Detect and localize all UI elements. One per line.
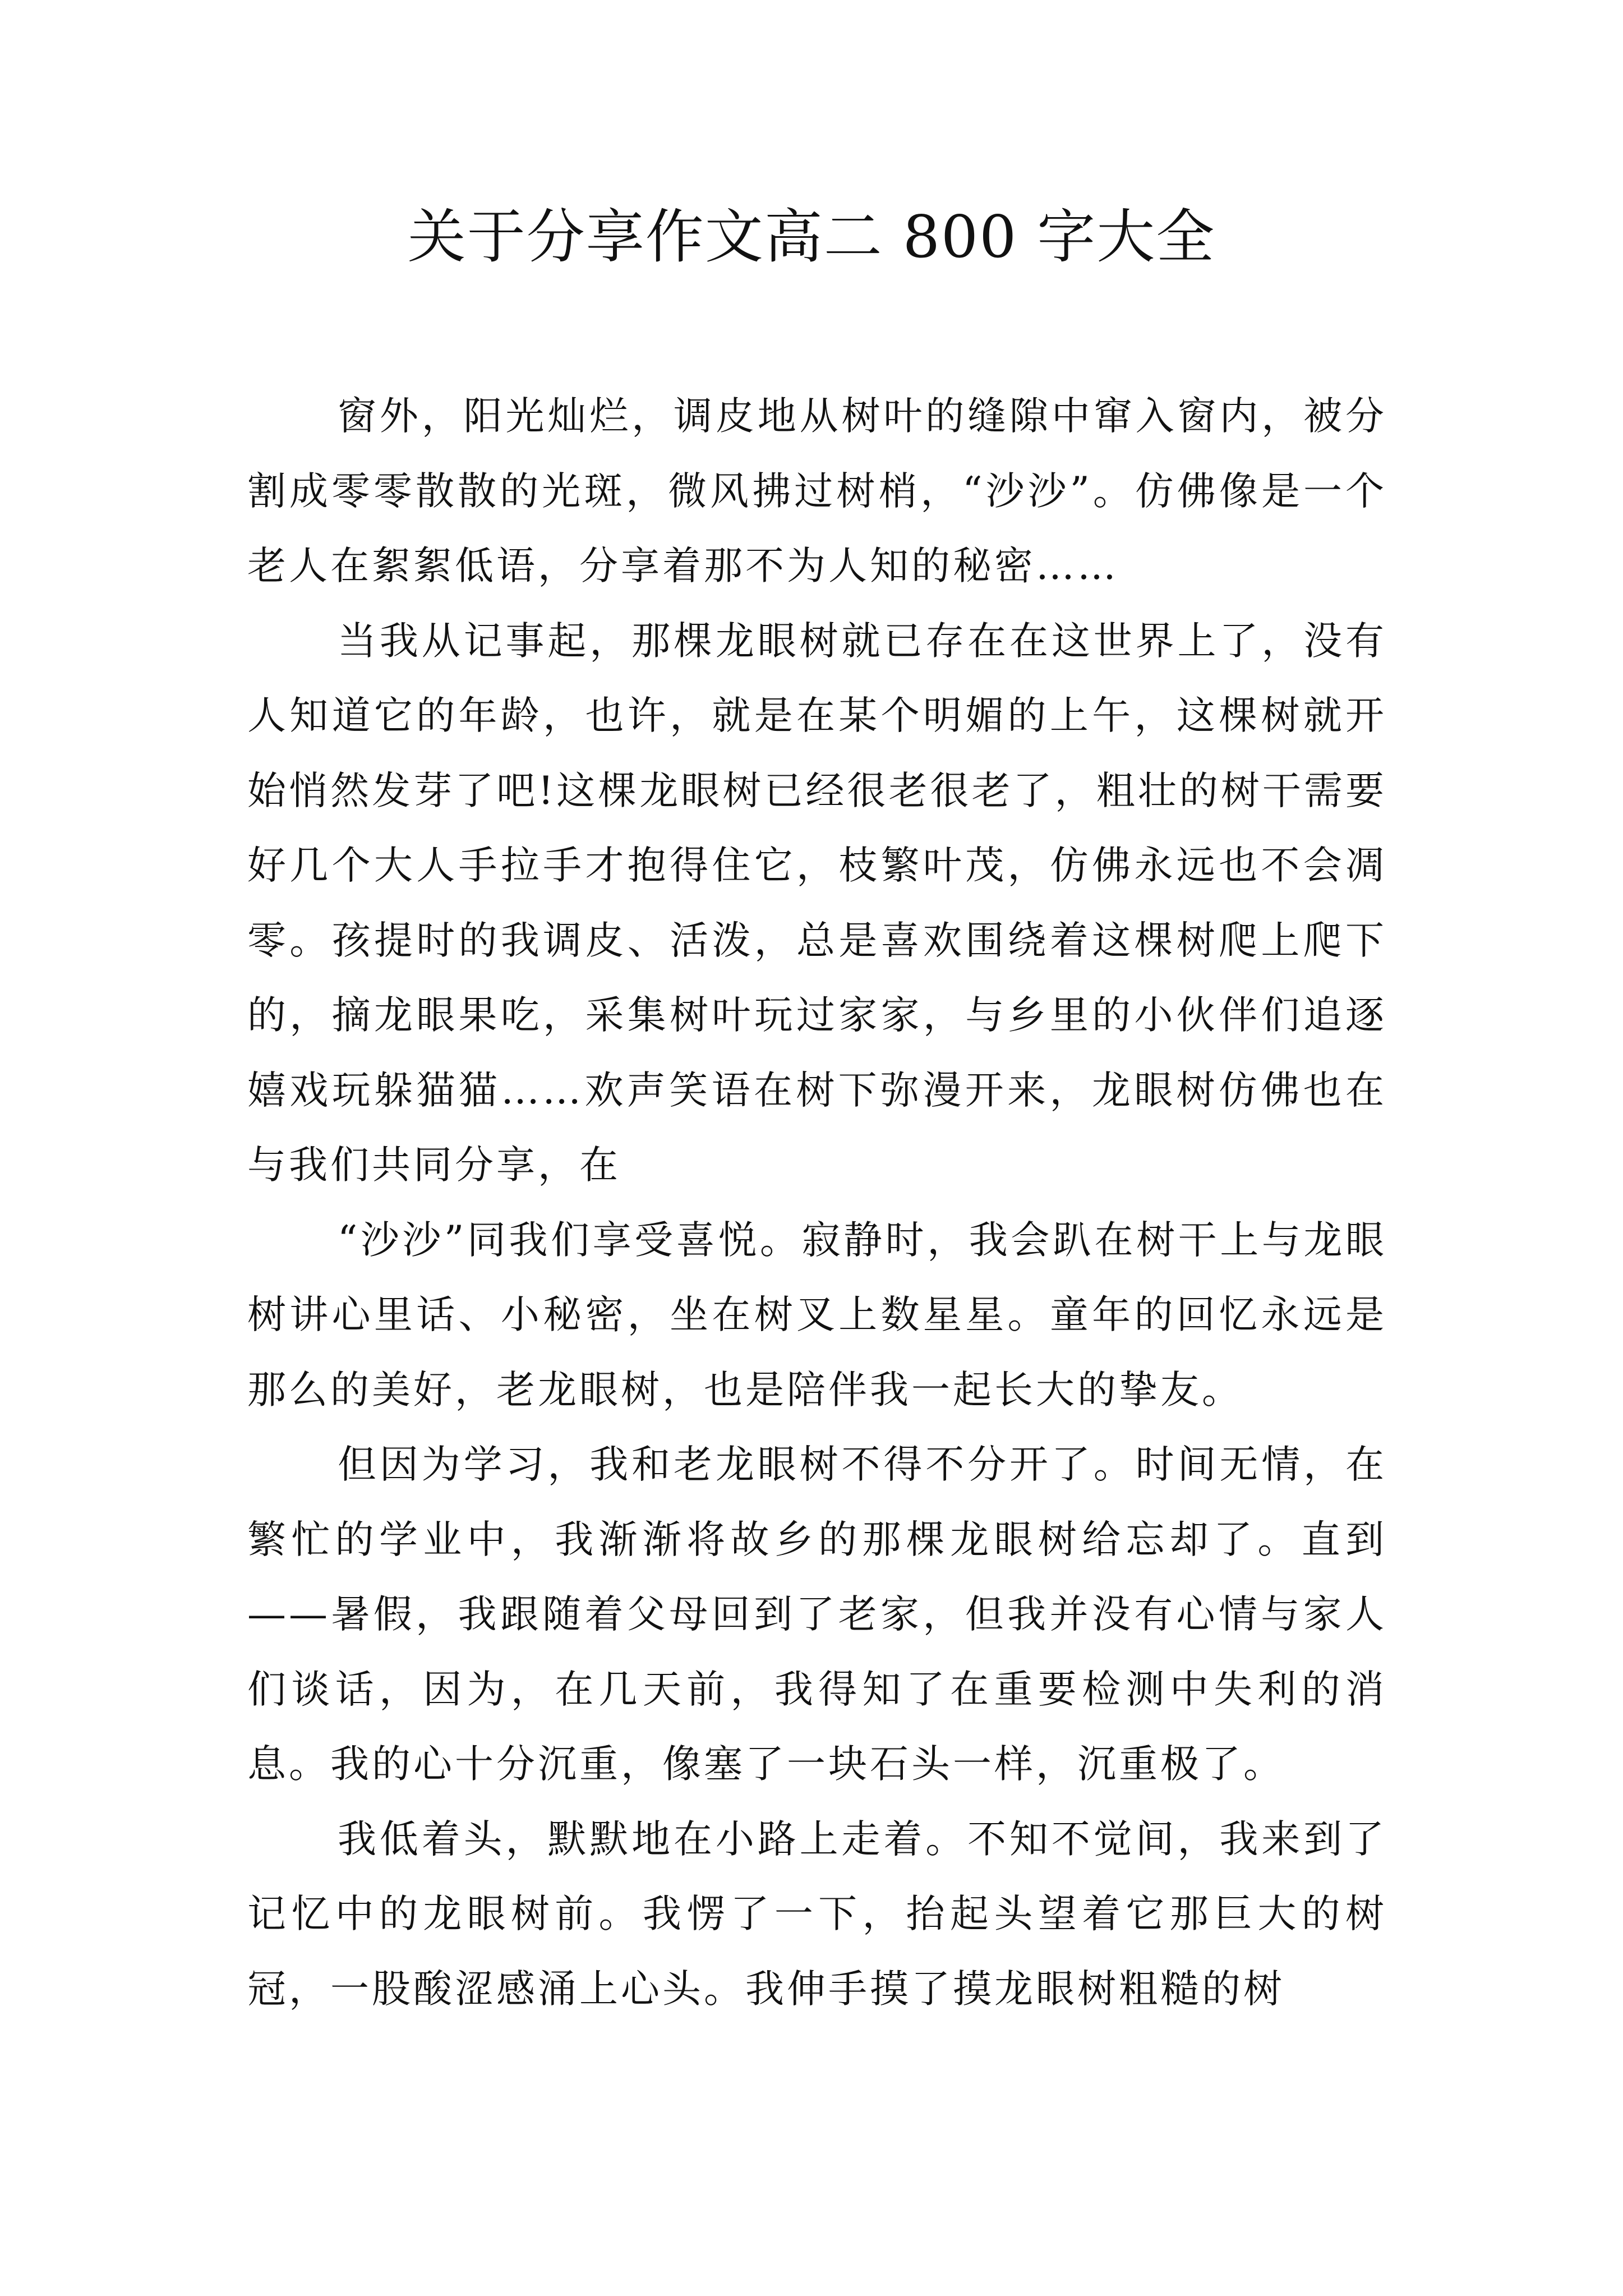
paragraph: 当我从记事起，那棵龙眼树就已存在在这世界上了，没有人知道它的年龄，也许，就是在某个明媚的上午，这棵树就开始悄然发芽了吧!这棵龙眼树已经很老很老了，粗壮的树干需要好几个大人手拉手才抱得住它，枝繁叶茂，仿佛永远也不会凋零。孩提时的我调皮、活泼，总是喜欢围绕着这棵树爬上爬下的，摘龙眼果吃，采集树叶玩过家家，与乡里的小伙伴们追逐嬉戏玩躲猫猫……欢声笑语在树下弥漫开来，龙眼树仿佛也在与我们共同分享，在 [247, 618, 1387, 1188]
document-body [247, 379, 1387, 2027]
paragraph: 但因为学习，我和老龙眼树不得不分开了。时间无情，在繁忙的学业中，我渐渐将故乡的那棵龙眼树给忘却了。直到——暑假，我跟随着父母回到了老家，但我并没有心情与家人们谈话，因为，在几天前，我得知了在重要检测中失利的消息。我的心十分沉重，像塞了一块石头一样，沉重极了。 [247, 1442, 1387, 1787]
paragraph: 窗外，阳光灿烂，调皮地从树叶的缝隙中窜入窗内，被分割成零零散散的光斑，微风拂过树梢，“沙沙”。仿佛像是一个老人在絮絮低语，分享着那不为人知的秘密…… [247, 394, 1387, 588]
paragraph: “沙沙”同我们享受喜悦。寂静时，我会趴在树干上与龙眼树讲心里话、小秘密，坐在树叉上数星星。童年的回忆永远是那么的美好，老龙眼树，也是陪伴我一起长大的挚友。 [247, 1217, 1387, 1412]
paragraph: 我低着头，默默地在小路上走着。不知不觉间，我来到了记忆中的龙眼树前。我愣了一下，抬起头望着它那巨大的树冠，一股酸涩感涌上心头。我伸手摸了摸龙眼树粗糙的树 [247, 1816, 1387, 2012]
document-title: 关于分享作文高二 800 字大全 [407, 203, 1216, 271]
